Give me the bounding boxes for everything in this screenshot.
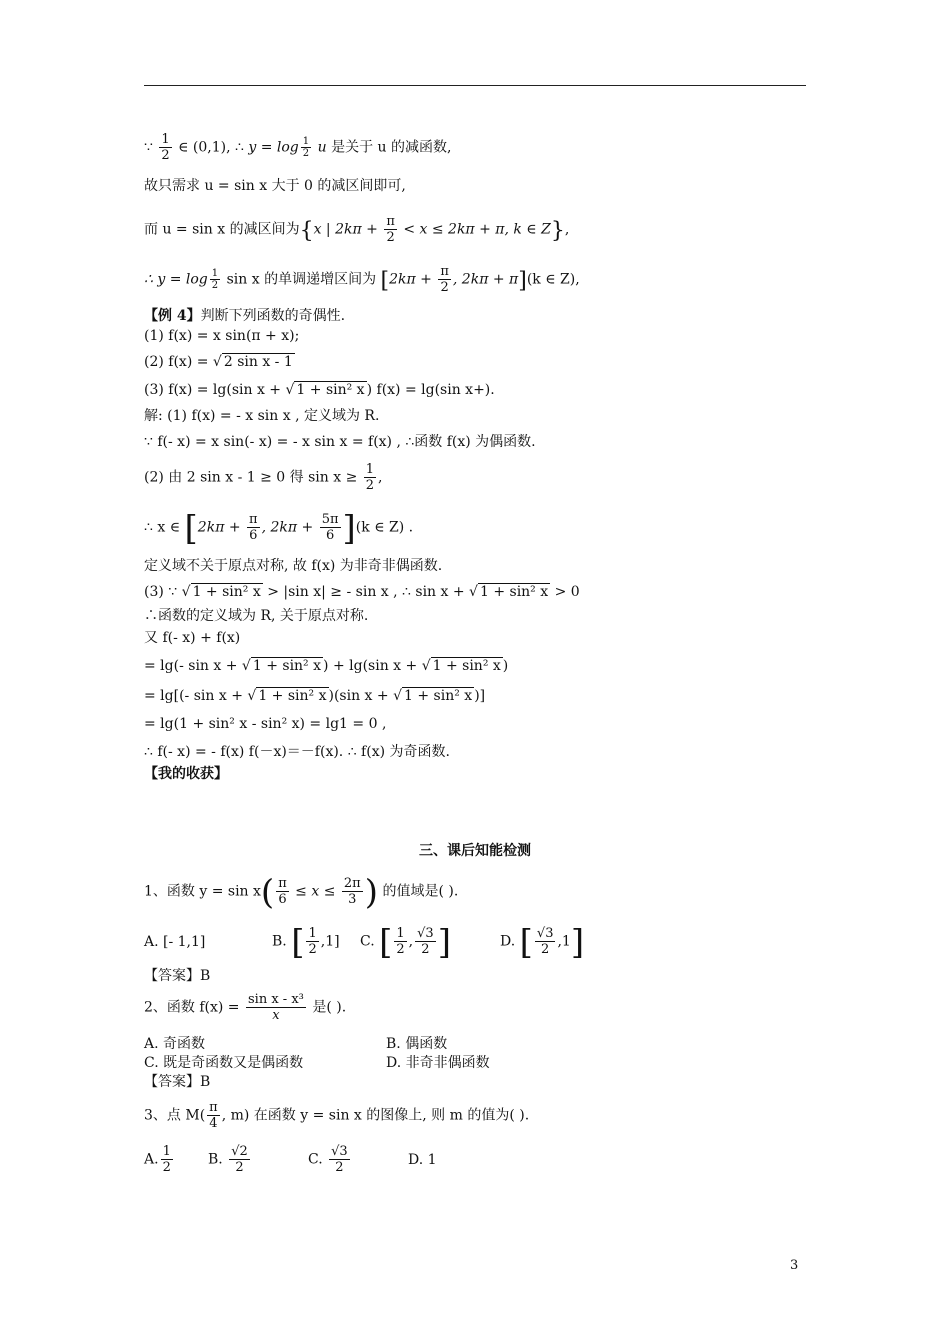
question-3-options <box>144 1144 437 1175</box>
problem-2: (2) f(x) = √ 2 sin x - 1 <box>144 354 293 370</box>
solution-3-step3: = lg(1 + sin² x - sin² x) = lg1 = 0 , <box>144 716 387 732</box>
q3-option-a[interactable]: A. $\frac{1}{2}$ <box>144 1144 171 1175</box>
section-3-title: 三、课后知能检测 <box>419 843 531 859</box>
question-2-options-cd <box>144 1053 490 1073</box>
q1-option-c[interactable]: C. [ $\frac{1}{2}$ , $\frac{√3}{2}$ ] <box>360 922 451 963</box>
line-decreasing-interval: 而 u = sin x 的减区间为{x | 2kπ + $\frac{\pi}{2}$ < x ≤ 2kπ + π, k ∈ Z}, <box>144 214 570 245</box>
question-3: 3、点 M( $\frac{\pi}{4}$ , m) 在函数 y = sin x 的图像上, 则 m 的值为( ). <box>144 1100 530 1131</box>
q3-option-b[interactable]: B. $\frac{√2}{2}$ <box>208 1144 248 1175</box>
answer-1: 【答案】B <box>144 968 211 984</box>
solution-3-sum: 又 f(- x) + f(x) <box>144 630 241 646</box>
example-4-heading: 【例 4】判断下列函数的奇偶性. <box>144 308 346 324</box>
solution-2-domain: ∴ x ∈ [2kπ + $\frac{\pi}{6}$ , 2kπ + $\frac{5\pi}{6}$ ](k ∈ Z) . <box>144 508 414 549</box>
q3-option-d[interactable]: D. 1 <box>408 1151 437 1168</box>
solution-3-step2: = lg[(- sin x + √ 1 + sin² x )(sin x + √ 1 + sin² x )] <box>144 688 486 704</box>
line-monotonic-reason: ∵ $\frac{1}{2}$ ∈ (0,1), ∴ y = log $\frac{1}{2}$ u 是关于 u 的减函数, <box>144 132 452 163</box>
q1-option-d[interactable]: D. [ $\frac{√3}{2}$ ,1] <box>500 922 585 963</box>
solution-3-domain: ∴函数的定义域为 R, 关于原点对称. <box>144 608 369 624</box>
question-1: 1、函数 y = sin x( $\frac{\pi}{6}$ ≤ x ≤ $\frac{2\pi}{3}$ ) 的值域是( ). <box>144 872 459 913</box>
q2-option-a[interactable]: A. 奇函数 <box>144 1036 206 1052</box>
solution-3-ineq: (3) ∵ √ 1 + sin² x > |sin x| ≥ - sin x , ∴ sin x + √ 1 + sin² x > 0 <box>144 584 580 600</box>
page-number: 3 <box>790 1258 799 1273</box>
q3-option-c[interactable]: C. $\frac{√3}{2}$ <box>308 1144 348 1175</box>
solution-2-condition: (2) 由 2 sin x - 1 ≥ 0 得 sin x ≥ $\frac{1}{2}$ , <box>144 462 383 493</box>
question-1-options <box>144 922 585 963</box>
solution-2-conclusion: 定义域不关于原点对称, 故 f(x) 为非奇非偶函数. <box>144 558 443 574</box>
question-2-options-ab <box>144 1034 447 1054</box>
solution-3-conclusion: ∴ f(- x) = - f(x) f(－x)＝－f(x). ∴ f(x) 为奇函数. <box>144 744 450 760</box>
line-need-decreasing: 故只需求 u = sin x 大于 0 的减区间即可, <box>144 178 406 194</box>
question-2: 2、函数 f(x) = $\frac{\text{sin x - x³}}{x}$ 是( ). <box>144 992 347 1023</box>
my-harvest-heading: 【我的收获】 <box>144 766 228 782</box>
q2-option-c[interactable]: C. 既是奇函数又是偶函数 <box>144 1055 304 1071</box>
q2-option-b[interactable]: B. 偶函数 <box>386 1036 448 1052</box>
solution-3-step1: = lg(- sin x + √ 1 + sin² x ) + lg(sin x + √ 1 + sin² x ) <box>144 658 509 674</box>
problem-3: (3) f(x) = lg(sin x + √ 1 + sin² x ) f(x) = lg(sin x+). <box>144 382 495 398</box>
answer-2: 【答案】B <box>144 1074 211 1090</box>
line-increasing-interval: ∴ y = log $\frac{1}{2}$ sin x 的单调递增区间为 [2kπ + $\frac{\pi}{2}$ , 2kπ + π](k ∈ Z), <box>144 264 580 295</box>
q1-option-b[interactable]: B. [ $\frac{1}{2}$ ,1] <box>272 922 340 963</box>
header-rule <box>144 85 806 86</box>
solution-1-even: ∵ f(- x) = x sin(- x) = - x sin x = f(x) , ∴函数 f(x) 为偶函数. <box>144 434 536 450</box>
q1-option-a[interactable]: A. [- 1,1] <box>144 933 206 950</box>
problem-1: (1) f(x) = x sin(π + x); <box>144 328 300 344</box>
q2-option-d[interactable]: D. 非奇非偶函数 <box>386 1055 490 1071</box>
solution-1: 解: (1) f(x) = - x sin x , 定义域为 R. <box>144 408 380 424</box>
